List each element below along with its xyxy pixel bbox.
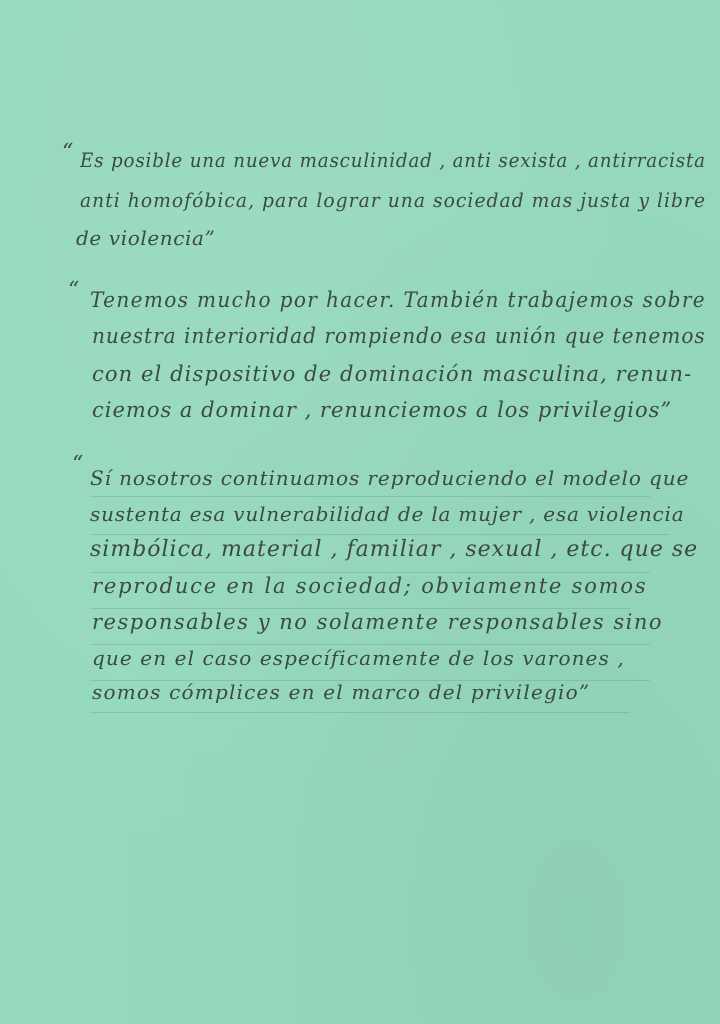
quote-3-line-5: responsables y no solamente responsables sino — [92, 610, 663, 634]
open-quote-mark: “ — [62, 140, 74, 165]
guide-line — [90, 572, 650, 573]
open-quote-mark: “ — [68, 278, 80, 303]
quote-3-line-6: que en el caso específicamente de los varones , — [92, 646, 625, 670]
quote-1-line-3: de violencia” — [76, 226, 216, 250]
guide-line — [90, 712, 630, 713]
guide-line — [90, 644, 650, 645]
quote-3-line-4: reproduce en la sociedad; obviamente somos — [92, 574, 648, 598]
guide-line — [90, 534, 670, 535]
quote-2-line-2: nuestra interioridad rompiendo esa unión que tenemos — [92, 324, 706, 348]
quote-2-line-1: Tenemos mucho por hacer. También trabajemos sobre — [90, 288, 707, 312]
guide-line — [90, 608, 630, 609]
quote-3-line-3: simbólica, material , familiar , sexual , etc. que se — [90, 537, 699, 562]
open-quote-mark: “ — [72, 452, 84, 477]
guide-line — [90, 496, 650, 497]
quote-1-line-1: Es posible una nueva masculinidad , anti sexista , antirracista — [80, 148, 706, 172]
quote-3-line-2: sustenta esa vulnerabilidad de la mujer , esa violencia — [90, 502, 685, 526]
quote-1-line-2: anti homofóbica, para lograr una sociedad mas justa y libre — [80, 188, 707, 212]
quote-3-line-7: somos cómplices en el marco del privilegio” — [92, 680, 591, 704]
quote-3-line-1: Sí nosotros continuamos reproduciendo el modelo que — [90, 466, 690, 490]
quote-2-line-3: con el dispositivo de dominación masculina, renun- — [92, 362, 693, 386]
quote-2-line-4: ciemos a dominar , renunciemos a los privilegios” — [92, 398, 673, 422]
